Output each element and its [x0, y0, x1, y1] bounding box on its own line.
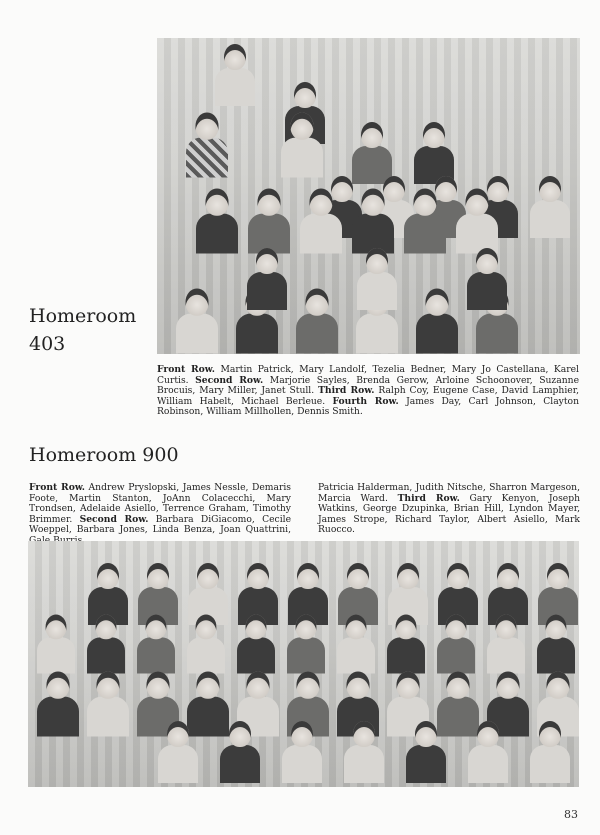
homeroom-900-heading: Homeroom 900: [29, 444, 179, 466]
student-figure: [352, 122, 392, 184]
student-figure: [437, 615, 475, 674]
student-figure: [287, 615, 325, 674]
student-figure: [404, 188, 446, 253]
student-figure: [296, 288, 338, 353]
caption-row-names: Gary Kenyon, Joseph Watkins, George Dzupinka, Brian Hill, Lyndon Mayer, James Strope, Richard Taylor, Albert Asiello, Mark Ruocco.: [318, 492, 581, 536]
student-figure: [456, 188, 498, 253]
student-figure: [176, 288, 218, 353]
student-figure: [414, 122, 454, 184]
student-figure: [530, 176, 570, 238]
student-figure: [282, 721, 322, 783]
student-figure: [300, 188, 342, 253]
caption-row-label: Front Row.: [157, 364, 215, 375]
homeroom-900-photo: [28, 541, 579, 787]
homeroom-403-photo: [157, 38, 580, 354]
page-number: 83: [564, 808, 578, 821]
student-figure: [237, 615, 275, 674]
caption-row-names: Marjorie Sayles, Brenda Gerow, Arloine Schoonover, Suzanne Brocuis, Mary Miller, Janet Stull.: [157, 374, 580, 397]
student-figure: [530, 721, 570, 783]
caption-row-names: Patricia Halderman, Judith Nitsche, Sharron Margeson, Marcia Ward.: [318, 482, 580, 504]
student-figure: [247, 248, 287, 310]
student-figure: [248, 188, 290, 253]
student-figure: [406, 721, 446, 783]
student-figure: [416, 288, 458, 353]
student-figure: [468, 721, 508, 783]
student-figure: [37, 671, 79, 736]
student-figure: [215, 44, 255, 106]
caption-row-label: Front Row.: [29, 482, 86, 493]
student-figure: [387, 615, 425, 674]
student-figure: [186, 112, 228, 177]
caption-row-names: Ralph Coy, Eugene Case, David Lamphier, William Habelt, Michael Berleue.: [157, 385, 580, 407]
student-figure: [537, 615, 575, 674]
student-figure: [357, 248, 397, 310]
student-figure: [87, 615, 125, 674]
caption-row-names: James Day, Carl Johnson, Clayton Robinson, William Millhollen, Dennis Smith.: [157, 395, 579, 418]
student-figure: [87, 671, 129, 736]
caption-row-label: Second Row.: [79, 513, 149, 525]
caption-row-names: Martin Patrick, Mary Landolf, Tezelia Bedner, Mary Jo Castellana, Karel Curtis.: [157, 364, 579, 386]
student-figure: [196, 188, 238, 253]
caption-row-label: Fourth Row.: [332, 395, 399, 407]
homeroom-403-heading: [29, 302, 136, 358]
student-figure: [37, 615, 75, 674]
homeroom-900-caption-right: [318, 483, 580, 536]
student-figure: [137, 615, 175, 674]
student-figure: [337, 615, 375, 674]
homeroom-900-caption-left: [29, 483, 291, 547]
student-figure: [281, 112, 323, 177]
student-figure: [487, 615, 525, 674]
caption-row-label: Third Row.: [318, 385, 375, 397]
student-figure: [344, 721, 384, 783]
homeroom-403-number: 403: [29, 333, 66, 355]
caption-row-names: Barbara DiGiacomo, Cecile Woeppel, Barbara Jones, Linda Benza, Joan Quattrini,: [29, 513, 292, 536]
homeroom-403-caption: [157, 365, 579, 418]
caption-row-label: Second Row.: [195, 374, 264, 386]
student-figure: [187, 615, 225, 674]
student-figure: [467, 248, 507, 310]
caption-row-label: Third Row.: [397, 492, 460, 504]
student-figure: [158, 721, 198, 783]
caption-row-names: Andrew Pryslopski, James Nessle, Demaris Foote, Martin Stanton, JoAnn Colacecchi, Mary Trondsen, Adelaide Asiello, Terrence Graham, Timothy Brimmer.: [29, 482, 292, 525]
student-figure: [352, 188, 394, 253]
student-figure: [220, 721, 260, 783]
homeroom-403-title: Homeroom: [29, 305, 137, 327]
